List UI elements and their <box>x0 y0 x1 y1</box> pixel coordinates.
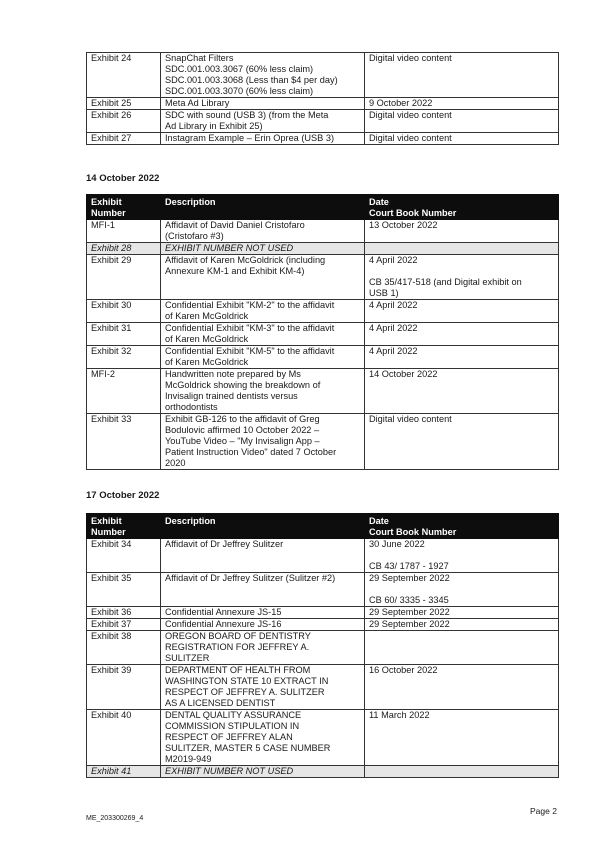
description-cell <box>161 710 365 766</box>
description-line: REGISTRATION FOR JEFFREY A. <box>165 642 310 652</box>
description-cell <box>161 414 365 470</box>
section-heading-17-october: 17 October 2022 <box>86 490 160 501</box>
description-line: Exhibit GB-126 to the affidavit of Greg <box>165 414 320 424</box>
description-cell <box>161 369 365 414</box>
description-line: DENTAL QUALITY ASSURANCE <box>165 710 302 720</box>
description-line: of Karen McGoldrick <box>165 357 249 367</box>
date-line: 29 September 2022 <box>369 619 450 629</box>
description-line: Instagram Example – Erin Oprea (USB 3) <box>165 133 335 143</box>
date-cell <box>365 631 559 665</box>
description-line: Invisalign trained dentists versus <box>165 391 298 401</box>
table-row <box>87 539 559 573</box>
description-line: Ad Library in Exhibit 25) <box>165 121 263 131</box>
exhibit-number-cell: Exhibit 36 <box>87 607 161 619</box>
table-row <box>87 255 559 300</box>
exhibit-table-continued <box>86 52 559 145</box>
exhibit-number-cell: Exhibit 41 <box>87 766 161 778</box>
description-line: Confidential Exhibit "KM-2" to the affidavit <box>165 300 335 310</box>
description-line: Handwritten note prepared by Ms <box>165 369 301 379</box>
exhibit-number-cell: Exhibit 30 <box>87 300 161 323</box>
exhibit-number-cell: Exhibit 34 <box>87 539 161 573</box>
description-cell <box>161 619 365 631</box>
table-row <box>87 631 559 665</box>
date-line: 4 April 2022 <box>369 300 418 310</box>
date-line: 29 September 2022 <box>369 607 450 617</box>
date-line: 4 April 2022 <box>369 323 418 333</box>
date-cell <box>365 255 559 300</box>
date-line: 14 October 2022 <box>369 369 438 379</box>
date-line: CB 43/ 1787 - 1927 <box>369 561 449 571</box>
date-line <box>369 243 554 254</box>
table-row <box>87 665 559 710</box>
date-cell <box>365 369 559 414</box>
date-line: Digital video content <box>369 53 452 63</box>
date-line: Digital video content <box>369 414 452 424</box>
description-cell <box>161 607 365 619</box>
document-reference: ME_203300269_4 <box>86 815 144 822</box>
description-line: Meta Ad Library <box>165 98 230 108</box>
table-row <box>87 369 559 414</box>
table-row <box>87 323 559 346</box>
description-line: Affidavit of Karen McGoldrick (including <box>165 255 326 265</box>
exhibit-number-cell: Exhibit 25 <box>87 98 161 110</box>
description-line: OREGON BOARD OF DENTISTRY <box>165 631 311 641</box>
exhibit-number-cell: Exhibit 26 <box>87 110 161 133</box>
description-line: SnapChat Filters <box>165 53 234 63</box>
table-row <box>87 607 559 619</box>
header-date: Date Court Book Number <box>365 514 559 539</box>
table-row <box>87 619 559 631</box>
exhibit-number-cell: Exhibit 24 <box>87 53 161 98</box>
table-row <box>87 346 559 369</box>
description-cell <box>161 300 365 323</box>
date-cell <box>365 573 559 607</box>
date-line <box>369 631 554 642</box>
date-line: 4 April 2022 <box>369 255 418 265</box>
table-row <box>87 766 559 778</box>
description-cell <box>161 631 365 665</box>
description-line: Patient Instruction Video" dated 7 October <box>165 447 337 457</box>
header-description: Description <box>161 195 365 220</box>
date-line: 16 October 2022 <box>369 665 438 675</box>
date-line <box>369 584 554 595</box>
date-line <box>369 766 554 777</box>
date-line: 11 March 2022 <box>369 710 430 720</box>
date-cell <box>365 766 559 778</box>
header-date: Date Court Book Number <box>365 195 559 220</box>
description-cell <box>161 255 365 300</box>
table-row <box>87 414 559 470</box>
description-cell <box>161 53 365 98</box>
description-line: Confidential Annexure JS-16 <box>165 619 282 629</box>
exhibit-number-cell: Exhibit 37 <box>87 619 161 631</box>
exhibit-number-cell: Exhibit 31 <box>87 323 161 346</box>
description-line: (Cristofaro #3) <box>165 231 224 241</box>
date-cell <box>365 710 559 766</box>
header-exhibit-number: Exhibit Number <box>87 195 161 220</box>
date-cell <box>365 300 559 323</box>
description-line: Confidential Exhibit "KM-3" to the affidavit <box>165 323 335 333</box>
date-line: 29 September 2022 <box>369 573 450 583</box>
exhibit-number-cell: Exhibit 33 <box>87 414 161 470</box>
description-line: M2019-949 <box>165 754 212 764</box>
exhibit-number-cell: Exhibit 39 <box>87 665 161 710</box>
date-cell <box>365 414 559 470</box>
header-exhibit-number: Exhibit Number <box>87 514 161 539</box>
description-line: DEPARTMENT OF HEALTH FROM <box>165 665 311 675</box>
date-line: CB 35/417-518 (and Digital exhibit on <box>369 277 522 287</box>
exhibit-number-cell: Exhibit 27 <box>87 133 161 145</box>
table-row <box>87 98 559 110</box>
description-cell <box>161 110 365 133</box>
table-header-row <box>87 195 559 220</box>
description-line: 2020 <box>165 458 186 468</box>
description-line: RESPECT OF JEFFREY A. SULITZER <box>165 687 325 697</box>
date-cell <box>365 346 559 369</box>
exhibit-number-cell: Exhibit 29 <box>87 255 161 300</box>
description-line: SDC.001.003.3070 (60% less claim) <box>165 86 314 96</box>
exhibit-number-cell: Exhibit 28 <box>87 243 161 255</box>
exhibit-number-cell: Exhibit 38 <box>87 631 161 665</box>
description-line: orthodontists <box>165 402 218 412</box>
description-cell <box>161 665 365 710</box>
description-line: SULITZER, MASTER 5 CASE NUMBER <box>165 743 331 753</box>
description-line: COMMISSION STIPULATION IN <box>165 721 300 731</box>
exhibit-table-17-october <box>86 513 559 778</box>
description-line: McGoldrick showing the breakdown of <box>165 380 321 390</box>
description-line: of Karen McGoldrick <box>165 334 249 344</box>
date-line: 9 October 2022 <box>369 98 433 108</box>
date-cell <box>365 133 559 145</box>
page-number: Page 2 <box>530 806 557 816</box>
description-line: RESPECT OF JEFFREY ALAN <box>165 732 293 742</box>
exhibit-number-cell: Exhibit 35 <box>87 573 161 607</box>
description-cell <box>161 220 365 243</box>
description-line: WASHINGTON STATE 10 EXTRACT IN <box>165 676 329 686</box>
description-line: AS A LICENSED DENTIST <box>165 698 276 708</box>
date-cell <box>365 53 559 98</box>
table-row <box>87 220 559 243</box>
date-cell <box>365 607 559 619</box>
date-cell <box>365 665 559 710</box>
date-line <box>369 266 554 277</box>
section-heading-14-october: 14 October 2022 <box>86 173 160 184</box>
date-line: CB 60/ 3335 - 3345 <box>369 595 449 605</box>
date-cell <box>365 110 559 133</box>
date-line: 13 October 2022 <box>369 220 438 230</box>
description-line: YouTube Video – "My Invisalign App – <box>165 436 320 446</box>
description-cell <box>161 243 365 255</box>
table-row <box>87 300 559 323</box>
date-cell <box>365 243 559 255</box>
description-line: Bodulovic affirmed 10 October 2022 – <box>165 425 320 435</box>
header-description: Description <box>161 514 365 539</box>
exhibit-number-cell: Exhibit 40 <box>87 710 161 766</box>
description-cell <box>161 573 365 607</box>
date-cell <box>365 98 559 110</box>
description-line: Confidential Exhibit "KM-5" to the affidavit <box>165 346 335 356</box>
table-header-row <box>87 514 559 539</box>
description-line: of Karen McGoldrick <box>165 311 249 321</box>
date-cell <box>365 539 559 573</box>
description-line: Affidavit of David Daniel Cristofaro <box>165 220 305 230</box>
table-row <box>87 573 559 607</box>
date-line <box>369 550 554 561</box>
description-cell <box>161 539 365 573</box>
description-line: Affidavit of Dr Jeffrey Sulitzer <box>165 539 284 549</box>
table-row <box>87 243 559 255</box>
exhibit-number-cell: MFI-2 <box>87 369 161 414</box>
date-line: 30 June 2022 <box>369 539 425 549</box>
table-row <box>87 110 559 133</box>
date-cell <box>365 619 559 631</box>
date-line: Digital video content <box>369 133 452 143</box>
date-cell <box>365 323 559 346</box>
description-cell <box>161 323 365 346</box>
exhibit-table-14-october <box>86 194 559 470</box>
table-row <box>87 133 559 145</box>
description-line: SDC.001.003.3068 (Less than $4 per day) <box>165 75 338 85</box>
exhibit-number-cell: MFI-1 <box>87 220 161 243</box>
description-line: EXHIBIT NUMBER NOT USED <box>165 766 294 776</box>
description-line: SDC.001.003.3067 (60% less claim) <box>165 64 314 74</box>
description-line: Affidavit of Dr Jeffrey Sulitzer (Sulitzer #2) <box>165 573 336 583</box>
exhibit-number-cell: Exhibit 32 <box>87 346 161 369</box>
description-line: Confidential Annexure JS-15 <box>165 607 282 617</box>
date-line: Digital video content <box>369 110 452 120</box>
description-cell <box>161 133 365 145</box>
table-row <box>87 710 559 766</box>
date-cell <box>365 220 559 243</box>
description-cell <box>161 98 365 110</box>
description-cell <box>161 766 365 778</box>
date-line: USB 1) <box>369 288 399 298</box>
description-line: SULITZER <box>165 653 210 663</box>
description-cell <box>161 346 365 369</box>
date-line: 4 April 2022 <box>369 346 418 356</box>
description-line: EXHIBIT NUMBER NOT USED <box>165 243 294 253</box>
table-row <box>87 53 559 98</box>
description-line: SDC with sound (USB 3) (from the Meta <box>165 110 329 120</box>
description-line: Annexure KM-1 and Exhibit KM-4) <box>165 266 305 276</box>
